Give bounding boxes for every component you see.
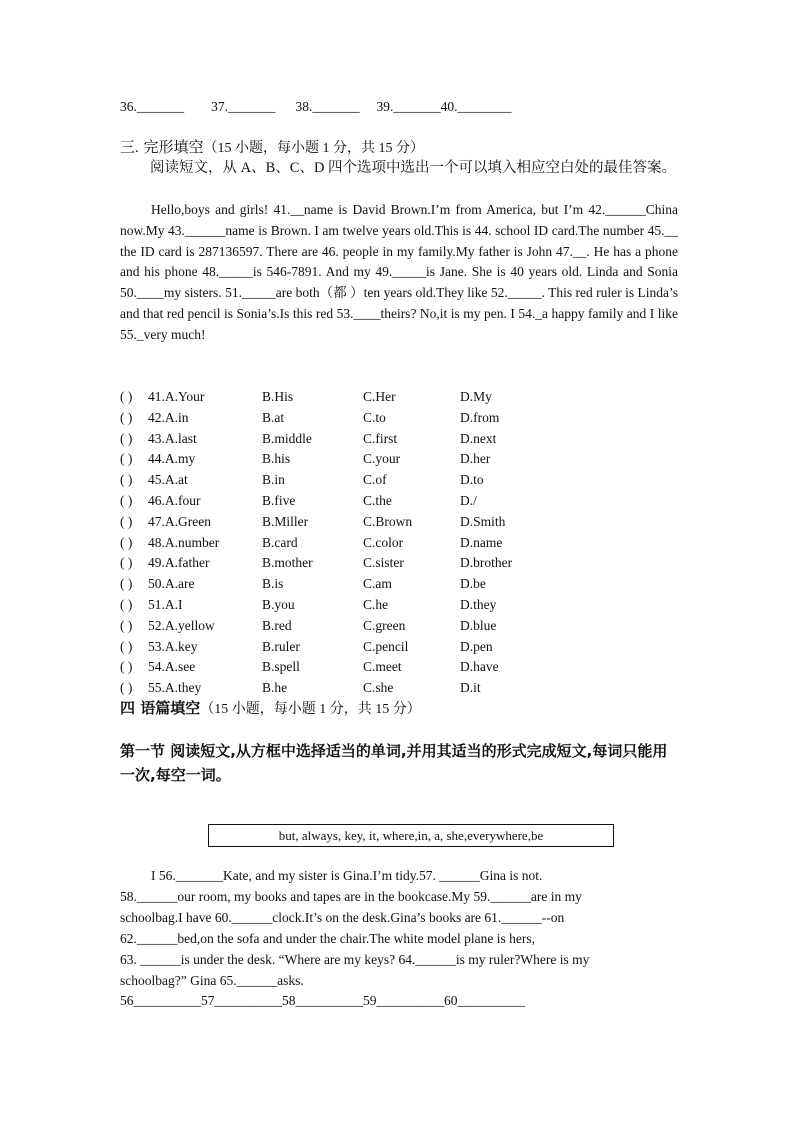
option-b: B.is bbox=[262, 576, 284, 592]
option-c: C.pencil bbox=[363, 638, 409, 654]
answer-bracket[interactable]: ( ) bbox=[120, 492, 133, 508]
section3-instruction: 阅读短文，从 A、B、C、D 四个选项中选出一个可以填入相应空白处的最佳答案。 bbox=[150, 160, 677, 176]
option-a: 47.A.Green bbox=[148, 513, 211, 529]
section3-note: （15 小题，每小题 1 分，共 15 分） bbox=[203, 141, 425, 156]
option-a: 46.A.four bbox=[148, 492, 201, 508]
answer-bracket[interactable]: ( ) bbox=[120, 430, 133, 446]
question-row bbox=[120, 574, 640, 595]
option-c: C.he bbox=[363, 596, 389, 612]
answer-bracket[interactable]: ( ) bbox=[120, 534, 133, 550]
answer-bracket[interactable]: ( ) bbox=[120, 389, 133, 404]
option-c: C.Her bbox=[363, 389, 396, 404]
question-row bbox=[120, 512, 640, 533]
option-c: C.of bbox=[363, 472, 387, 488]
question-row bbox=[120, 553, 640, 574]
option-b: B.his bbox=[262, 451, 291, 467]
option-a: 41.A.Your bbox=[148, 389, 205, 404]
option-d: D.brother bbox=[460, 555, 513, 571]
option-b: B.in bbox=[262, 472, 285, 488]
option-a: 52.A.yellow bbox=[148, 617, 215, 633]
option-b: B.His bbox=[262, 389, 294, 404]
option-c: C.Brown bbox=[363, 513, 413, 529]
option-b: B.mother bbox=[262, 555, 313, 571]
option-c: C.green bbox=[363, 617, 406, 633]
section4-heading bbox=[120, 698, 421, 721]
cloze-question-list bbox=[120, 387, 640, 699]
question-row bbox=[120, 657, 640, 678]
question-row bbox=[120, 470, 640, 491]
question-row bbox=[120, 678, 640, 699]
option-d: D.from bbox=[460, 409, 500, 425]
question-row bbox=[120, 449, 640, 470]
option-a: 45.A.at bbox=[148, 472, 188, 488]
option-d: D.her bbox=[460, 451, 491, 467]
option-d: D./ bbox=[460, 492, 477, 508]
passage-line: I 56._______Kate, and my sister is Gina.I’m tidy.57. ______Gina is not. bbox=[151, 868, 543, 883]
question-row bbox=[120, 616, 640, 637]
option-a: 53.A.key bbox=[148, 638, 198, 654]
answer-bracket[interactable]: ( ) bbox=[120, 576, 133, 592]
answer-bracket[interactable]: ( ) bbox=[120, 513, 133, 529]
option-b: B.ruler bbox=[262, 638, 300, 654]
question-row bbox=[120, 387, 640, 408]
option-d: D.name bbox=[460, 534, 503, 550]
option-a: 49.A.father bbox=[148, 555, 210, 571]
question-row bbox=[120, 595, 640, 616]
option-d: D.it bbox=[460, 680, 481, 696]
option-b: B.card bbox=[262, 534, 298, 550]
answer-row-36-40: 36._______ 37._______ 38._______ 39._______40.________ bbox=[120, 99, 512, 114]
section3-number: 三. bbox=[120, 140, 139, 156]
option-d: D.to bbox=[460, 472, 484, 488]
passage-line: 62.______bed,on the sofa and under the chair.The white model plane is hers, bbox=[120, 931, 536, 946]
option-d: D.My bbox=[460, 389, 492, 404]
option-b: B.at bbox=[262, 409, 285, 425]
section4-title: 四 语篇填空 bbox=[120, 699, 201, 717]
option-b: B.red bbox=[262, 617, 292, 633]
option-a: 48.A.number bbox=[148, 534, 220, 550]
option-d: D.next bbox=[460, 430, 497, 446]
option-d: D.they bbox=[460, 596, 497, 612]
option-c: C.she bbox=[363, 680, 394, 696]
option-a: 44.A.my bbox=[148, 451, 196, 467]
passage-line: schoolbag.I have 60.______clock.It’s on the desk.Gina’s books are 61.______--on bbox=[120, 910, 565, 925]
option-c: C.am bbox=[363, 576, 392, 592]
word-bank-box: but, always, key, it, where,in, a, she,everywhere,be bbox=[208, 824, 614, 847]
option-c: C.to bbox=[363, 409, 386, 425]
option-c: C.first bbox=[363, 430, 398, 446]
option-a: 43.A.last bbox=[148, 430, 197, 446]
option-d: D.pen bbox=[460, 638, 493, 654]
option-c: C.color bbox=[363, 534, 404, 550]
answer-row-56-60: 56__________57__________58__________59__________60__________ bbox=[120, 993, 525, 1008]
answer-bracket[interactable]: ( ) bbox=[120, 617, 133, 633]
option-b: B.he bbox=[262, 680, 288, 696]
answer-bracket[interactable]: ( ) bbox=[120, 596, 133, 612]
part1-instruction: 第一节 阅读短文,从方框中选择适当的单词,并用其适当的形式完成短文,每词只能用一次,每空一词。 bbox=[120, 742, 668, 784]
option-d: D.have bbox=[460, 659, 499, 675]
option-c: C.sister bbox=[363, 555, 404, 571]
section4-note: （15 小题，每小题 1 分，共 15 分） bbox=[200, 702, 421, 717]
option-b: B.middle bbox=[262, 430, 312, 446]
option-b: B.you bbox=[262, 596, 295, 612]
section3-heading bbox=[120, 137, 424, 160]
answer-bracket[interactable]: ( ) bbox=[120, 638, 133, 654]
answer-bracket[interactable]: ( ) bbox=[120, 451, 133, 467]
option-d: D.blue bbox=[460, 617, 497, 633]
answer-bracket[interactable]: ( ) bbox=[120, 472, 133, 488]
question-row bbox=[120, 637, 640, 658]
option-c: C.the bbox=[363, 492, 392, 508]
question-row bbox=[120, 408, 640, 429]
option-b: B.Miller bbox=[262, 513, 309, 529]
cloze-passage: Hello,boys and girls! 41.__name is David Brown.I’m from America, but I’m 42.______China now.My 43.______name is Brown. I am twelve years old.This is 44. school ID card.The number 45.__ the ID card is 287136597. There are 46. people in my family.My father is John 47.__. He has a phone and his phone 48._____is 546-7891. And my 49._____is Jane. She is 40 years old. Linda and Sonia 50.____my sisters. 51._____are both（都 ）ten years old.They like 52._____. This red ruler is Linda’s and that red pencil is Sonia’s.Is this red 53.____theirs? No,it is my pen. I 54._a happy family and I like 55._very much! bbox=[120, 202, 678, 342]
option-a: 42.A.in bbox=[148, 409, 189, 425]
answer-bracket[interactable]: ( ) bbox=[120, 555, 133, 571]
answer-bracket[interactable]: ( ) bbox=[120, 680, 133, 696]
option-c: C.meet bbox=[363, 659, 402, 675]
fill-in-passage bbox=[120, 865, 678, 991]
option-a: 50.A.are bbox=[148, 576, 195, 592]
option-a: 51.A.I bbox=[148, 596, 183, 612]
passage-line: schoolbag?” Gina 65.______asks. bbox=[120, 973, 304, 988]
option-a: 55.A.they bbox=[148, 680, 202, 696]
option-b: B.spell bbox=[262, 659, 300, 675]
answer-bracket[interactable]: ( ) bbox=[120, 409, 133, 425]
option-b: B.five bbox=[262, 492, 296, 508]
passage-line: 58.______our room, my books and tapes are in the bookcase.My 59.______are in my bbox=[120, 889, 582, 904]
option-c: C.your bbox=[363, 451, 401, 467]
option-a: 54.A.see bbox=[148, 659, 196, 675]
question-row bbox=[120, 429, 640, 450]
option-d: D.be bbox=[460, 576, 486, 592]
option-d: D.Smith bbox=[460, 513, 506, 529]
section3-title: 完形填空 bbox=[138, 138, 204, 156]
question-row bbox=[120, 533, 640, 554]
question-row bbox=[120, 491, 640, 512]
passage-line: 63. ______is under the desk. “Where are my keys? 64.______is my ruler?Where is my bbox=[120, 952, 590, 967]
answer-bracket[interactable]: ( ) bbox=[120, 659, 133, 675]
